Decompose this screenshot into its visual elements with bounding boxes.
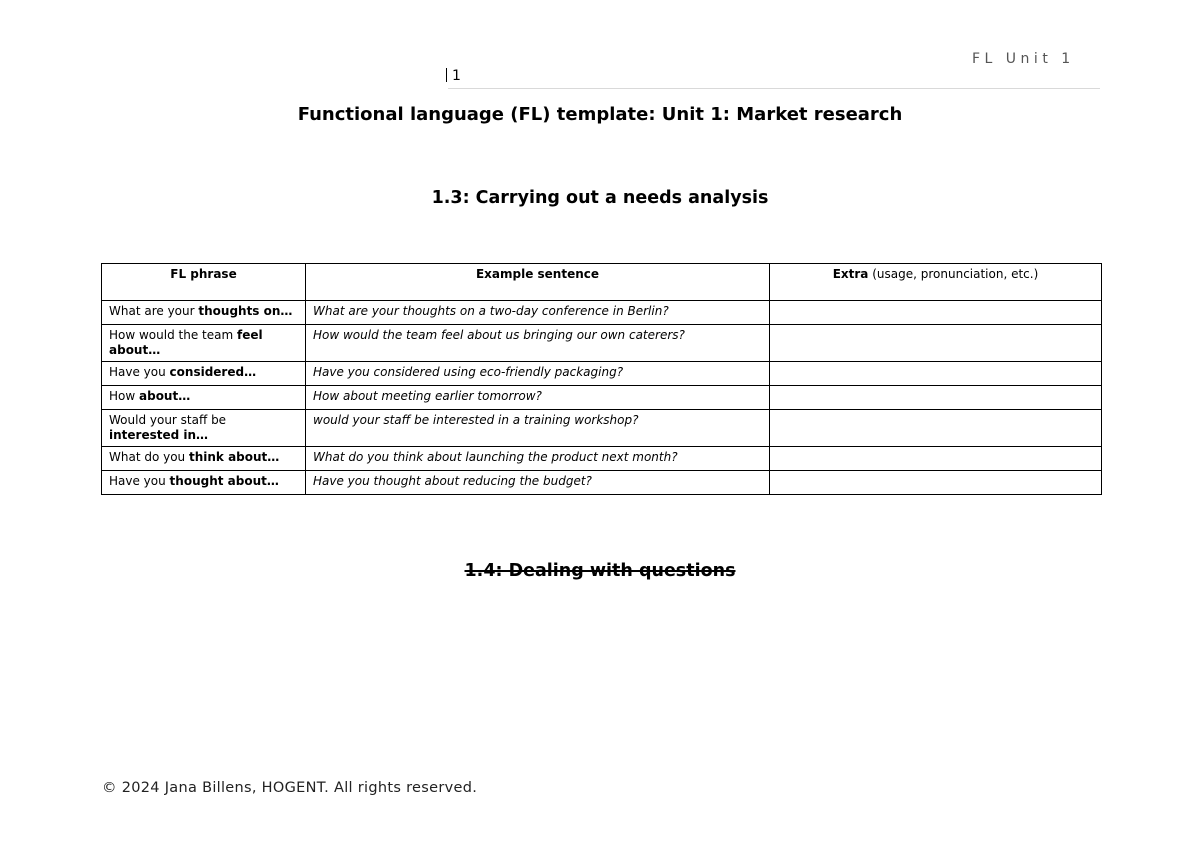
table-row — [102, 362, 1102, 386]
fl-phrase-table — [101, 263, 1102, 495]
example-cell: would your staff be interested in a training workshop? — [306, 410, 770, 447]
section-heading-1-4-text: 1.4: Dealing with questions — [464, 561, 736, 581]
phrase-cell: What are your thoughts on… — [102, 301, 306, 325]
example-cell: How would the team feel about us bringing our own caterers? — [306, 325, 770, 362]
phrase-cell: Would your staff be interested in… — [102, 410, 306, 447]
phrase-cell: Have you considered… — [102, 362, 306, 386]
section-heading-1-3: 1.3: Carrying out a needs analysis — [431, 188, 769, 208]
column-header-extra: Extra (usage, pronunciation, etc.) — [770, 264, 1102, 301]
phrase-cell: How about… — [102, 386, 306, 410]
phrase-cell: Have you thought about… — [102, 471, 306, 495]
column-header-example-sentence: Example sentence — [306, 264, 770, 301]
table-header-row — [102, 264, 1102, 301]
page-number — [446, 68, 461, 84]
extra-cell[interactable] — [770, 301, 1102, 325]
footer-copyright: © 2024 Jana Billens, HOGENT. All rights reserved. — [102, 780, 478, 796]
document-title: Functional language (FL) template: Unit 1: Market research — [297, 104, 903, 125]
running-header-title: FL Unit 1 — [972, 51, 1075, 67]
table-row — [102, 325, 1102, 362]
table-row — [102, 410, 1102, 447]
extra-cell[interactable] — [770, 325, 1102, 362]
header-divider — [448, 88, 1100, 89]
column-header-fl-phrase: FL phrase — [102, 264, 306, 301]
example-cell: How about meeting earlier tomorrow? — [306, 386, 770, 410]
phrase-cell: How would the team feel about… — [102, 325, 306, 362]
page-number-value: 1 — [452, 68, 461, 84]
phrase-cell: What do you think about… — [102, 447, 306, 471]
table-row — [102, 447, 1102, 471]
extra-cell[interactable] — [770, 471, 1102, 495]
table-row — [102, 471, 1102, 495]
example-cell: Have you thought about reducing the budget? — [306, 471, 770, 495]
extra-cell[interactable] — [770, 386, 1102, 410]
table-row — [102, 301, 1102, 325]
example-cell: Have you considered using eco-friendly packaging? — [306, 362, 770, 386]
extra-cell[interactable] — [770, 362, 1102, 386]
table-row — [102, 386, 1102, 410]
extra-cell[interactable] — [770, 447, 1102, 471]
example-cell: What do you think about launching the product next month? — [306, 447, 770, 471]
extra-cell[interactable] — [770, 410, 1102, 447]
section-heading-1-4 — [0, 561, 1200, 581]
page-number-bar — [446, 68, 447, 82]
example-cell: What are your thoughts on a two-day conference in Berlin? — [306, 301, 770, 325]
